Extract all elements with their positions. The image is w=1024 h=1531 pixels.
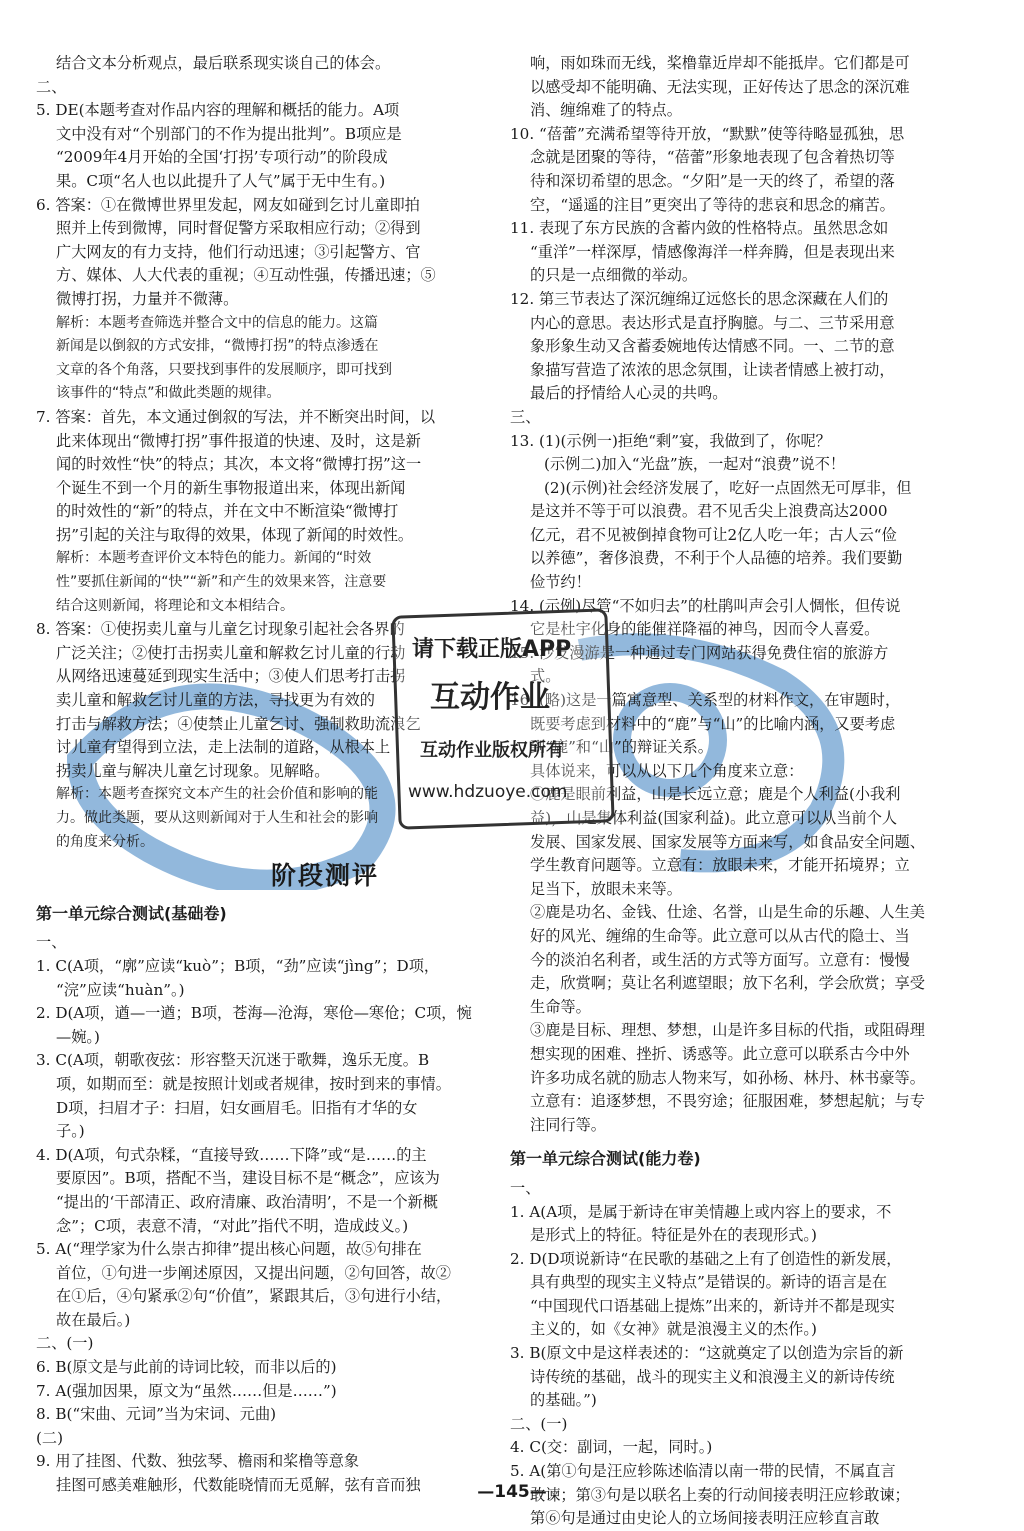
text-line: 敢谏；第③句是以联名上奏的行动间接表明汪应轸敢谏； (530, 1485, 910, 1504)
text-line: 9. 用了挂图、代数、独弦琴、檐雨和桨橹等意象 (36, 1452, 360, 1471)
text-line: 2. D(D项说新诗“在民歌的基础之上有了创造性的新发展， (510, 1249, 902, 1268)
u1-answer-q1 (36, 955, 494, 1002)
text-line: 果。C项“名人也以此提升了人气”属于无中生有。) (56, 171, 386, 190)
watermark-line: 互动作业版权所有 (420, 740, 564, 761)
text-line: 发展、国家发展、国家发展等方面来写，如食品安全问题、 (530, 832, 925, 851)
text-line: 挂图可感美难触形，代数能晓情而无觅解，弦有音而独 (56, 1476, 421, 1495)
text-line: 内心的意思。表达形式是直抒胸臆。与二、三节采用意 (530, 313, 895, 332)
text-line: 念就是团聚的等待，“蓓蕾”形象地表现了包含着热切等 (530, 148, 895, 167)
text-line: 广泛关注；②使打击拐卖儿童和解救乞讨儿童的行动 (56, 643, 406, 662)
text-line: 1. A(A项，是属于新诗在审美情趣上或内容上的要求，不 (510, 1202, 892, 1221)
text-line: 最后的抒情给人心灵的共鸣。 (530, 384, 728, 403)
section-label: 一、 (510, 1178, 541, 1197)
text-line: 足当下，放眼未来等。 (530, 879, 682, 898)
a-answer-q1 (510, 1201, 978, 1248)
text-line: 16. (略)这是一篇寓意型、关系型的材料作文，在审题时， (510, 691, 901, 710)
text-line: 象形象生动又含蓄委婉地传达情感不同。一、二节的意 (530, 337, 895, 356)
text-line: 微博打拐，力量并不微薄。 (56, 289, 239, 308)
text-line: 具体说来，可以从以下几个角度来立意： (530, 761, 804, 780)
section-label: 一、 (36, 933, 67, 952)
text-line: 打击与解救方法；④使禁止儿童乞讨、强制救助流浪乞 (56, 714, 421, 733)
text-line: 走，欣赏啊；莫让名利遮望眼；放下名利，学会欣赏；享受 (530, 974, 925, 993)
a-answer-q3 (510, 1342, 978, 1413)
text-line: “中国现代口语基础上提炼”出来的，新诗并不都是现实 (530, 1296, 895, 1315)
text-line: 4. D(A项，句式杂糅，“直接导致……下降”或“是……的主 (36, 1145, 427, 1164)
section-label: (二) (36, 1428, 64, 1447)
watermark-line: 请下载正版APP (412, 637, 572, 662)
text-line: 诗传统的基础，战斗的现实主义和浪漫主义的新诗传统 (530, 1367, 895, 1386)
text-line: 15. 沙发漫游是一种通过专门网站获得免费住宿的旅游方 (510, 643, 889, 662)
text-line: 12. 第三节表达了深沉缠绵辽远悠长的思念深藏在人们的 (510, 289, 889, 308)
text-line: 的只是一点细微的举动。 (530, 266, 698, 285)
text-line: 益)，山是集体利益(国家利益)。此立意可以从当前个人 (530, 809, 898, 827)
explanation-line: 的角度来分析。 (56, 833, 154, 850)
text-line: 1. C(A项，“廓”应读“kuò”；B项，“劲”应读“jìng”；D项， (36, 956, 440, 975)
text-line: 5. DE(本题考查对作品内容的理解和概括的能力。A项 (36, 101, 400, 120)
explanation-line: 结合这则新闻，将理论和文本相结合。 (56, 597, 294, 614)
text-line: “2009年4月开始的全国‘打拐’专项行动”的阶段成 (56, 148, 388, 167)
u1-answer-q4 (36, 1144, 494, 1238)
text-line: 项，如期而至：就是按照计划或者规律，按时到来的事情。 (56, 1074, 451, 1093)
text-line: 学生教育问题等。立意有：放眼未来，才能开拓境界；立 (530, 856, 910, 875)
text-line: 在①后，④句紧承②句“价值”，紧跟其后，③句进行小结， (56, 1287, 452, 1306)
text-line: 首位，①句进一步阐述原因，又提出问题，②句回答，故② (56, 1263, 451, 1282)
text-line: 既要考虑到材料中的“鹿”与“山”的比喻内涵，又要考虑 (530, 714, 896, 733)
text-line: 7. 答案：首先，本文通过倒叙的写法，并不断突出时间，以 (36, 407, 436, 426)
explanation-line: 新闻是以倒叙的方式安排，“微博打拐”的特点渗透在 (56, 338, 379, 355)
text-line: 结合文本分析观点，最后联系现实谈自己的体会。 (56, 54, 391, 72)
watermark-line: 互动作业 (430, 680, 550, 715)
answer-q11 (510, 217, 978, 288)
explanation-line: 解析：本题考查评价文本特色的能力。新闻的“时效 (56, 550, 372, 567)
text-line: 以养德”，奢侈浪费，不利于个人品德的培养。我们要勤 (530, 549, 903, 568)
text-line: 生命等。 (530, 997, 591, 1016)
text-line: 待和深切希望的思念。“夕阳”是一天的终了，希望的落 (530, 171, 895, 190)
text-line: 个诞生不到一个月的新生事物报道出来，体现出新闻 (56, 478, 406, 497)
stage-assessment-title: 阶段测评 (270, 861, 379, 891)
unit1-basic-title: 第一单元综合测试(基础卷) (36, 903, 227, 923)
text-line: 11. 表现了东方民族的含蓄内敛的性格特点。虽然思念如 (510, 219, 889, 238)
explanation-line: 文章的各个角落，只要找到事件的发展顺序，即可找到 (56, 361, 392, 378)
text-line: 广大网友的有力支持，他们行动迅速；③引起警方、官 (56, 242, 421, 261)
text-line: “提出的‘干部清正、政府清廉、政治清明’，不是一个新概 (56, 1192, 438, 1211)
text-line: 式。 (530, 667, 561, 686)
text-line: D项，扫眉才子：扫眉，妇女画眉毛。旧指有才华的女 (56, 1098, 418, 1117)
section-label: 二、(一) (36, 1334, 94, 1353)
u1-answer-q8: 8. B(“宋曲、元词”当为宋词、元曲) (36, 1405, 277, 1424)
text-line: 注同行等。 (530, 1115, 606, 1134)
text-line: 子。) (56, 1122, 85, 1141)
u1-answer-q2 (36, 1002, 494, 1049)
section-label: 二、(一) (510, 1414, 568, 1433)
text-line: 照并上传到微博，同时督促警方采取相应行动；②得到 (56, 219, 421, 238)
text-line: 象描写营造了浓浓的思念氛围，让读者情感上被打动， (530, 360, 895, 379)
answer-q6 (36, 194, 494, 406)
text-line: ①鹿是眼前利益，山是长远立意；鹿是个人利益(小我利 (530, 785, 901, 804)
text-line: 今的淡泊名利者，或生活的方式等方面写。立意有：慢慢 (530, 950, 910, 969)
text-line: 要原因”。B项，搭配不当，建设目标不是“概念”，应该为 (56, 1169, 440, 1188)
text-line: (示例二)加入“光盘”族，一起对“浪费”说不！ (544, 455, 846, 474)
section-label: 二、 (36, 77, 67, 96)
text-line: 许多功成名就的励志人物来写，如孙杨、林丹、林书豪等。 (530, 1068, 925, 1087)
text-line: 从网络迅速蔓延到现实生活中；③使人们思考打击拐 (56, 667, 406, 686)
answer-q12 (510, 288, 978, 406)
text-line: 故在最后。) (56, 1310, 131, 1329)
text-line: 8. 答案：①使拐卖儿童与儿童乞讨现象引起社会各界的 (36, 620, 405, 639)
explanation-line: 力。做此类题，要从这则新闻对于人生和社会的影响 (56, 810, 378, 826)
a-answer-q2 (510, 1248, 978, 1342)
answer-q13 (510, 430, 978, 595)
text-line: 10. “蓓蕾”充满希望等待开放，“默默”使等待略显孤独，思 (510, 124, 905, 143)
text-line: 想实现的困难、挫折、诱惑等。此立意可以联系古今中外 (530, 1044, 910, 1063)
text-line: (2)(示例)社会经济发展了，吃好一点固然无可厚非，但 (544, 478, 912, 497)
text-line: 以感受却不能明确、无法实现，正好传达了思念的深沉难 (530, 77, 910, 96)
text-line: 5. A(“理学家为什么崇古抑律”提出核心问题，故⑤句排在 (36, 1240, 422, 1259)
text-line: 方、媒体、人大代表的重视；④互动性强，传播迅速；⑤ (56, 266, 436, 285)
unit1-ability-title: 第一单元综合测试(能力卷) (510, 1149, 701, 1169)
text-line: 亿元，君不见被倒掉食物可让2亿人吃一年；古人云“俭 (530, 525, 897, 544)
text-line: 是这并不等于可以浪费。君不见舌尖上浪费高达2000 (530, 502, 888, 521)
continued-text (510, 52, 978, 123)
u1-answer-q7: 7. A(强加因果，原文为“虽然……但是……”) (36, 1381, 337, 1400)
watermark-url: www.hdzuoye.com (408, 782, 568, 802)
text-line: 好的风光、缠绵的生命等。此立意可以从古代的隐士、当 (530, 926, 910, 945)
text-line: 此来体现出“微博打拐”事件报道的快速、及时，这是新 (56, 431, 421, 450)
text-line: 第⑥句是通过由史论人的立场间接表明汪应轸直言敢 (530, 1509, 880, 1528)
text-line: 3. B(原文中是这样表述的：“这就奠定了以创造为宗旨的新 (510, 1344, 904, 1363)
explanation-line: 解析：本题考查筛选并整合文中的信息的能力。这篇 (56, 314, 378, 331)
text-line: 俭节约！ (530, 573, 591, 592)
text-line: 空，“遥遥的注目”更突出了等待的悲哀和思念的痛苦。 (530, 195, 895, 214)
answer-q10 (510, 123, 978, 217)
text-line: 念”；C项，表意不清，“对此”指代不明，造成歧义。) (56, 1216, 409, 1235)
text-line: 6. 答案：①在微博世界里发起，网友如碰到乞讨儿童即拍 (36, 195, 420, 214)
text-line: 卖儿童和解救乞讨儿童的方法，寻找更为有效的 (56, 691, 375, 710)
text-line: 它是杜宇化身的能催祥降福的神鸟，因而令人喜爱。 (530, 620, 880, 639)
text-line: 3. C(A项，朝歌夜弦：形容整天沉迷于歌舞，逸乐无度。B (36, 1051, 430, 1070)
u1-answer-q5 (36, 1238, 494, 1332)
text-line: 讨儿童有望得到立法，走上法制的道路，从根本上 (56, 738, 391, 757)
u1-answer-q6: 6. B(原文是与此前的诗词比较，而非以后的) (36, 1358, 337, 1377)
text-line: 立意有：追逐梦想，不畏穷途；征服困难，梦想起航；与专 (530, 1092, 925, 1111)
text-line: 13. (1)(示例一)拒绝“剩”宴，我做到了，你呢？ (510, 431, 831, 450)
text-line: “浣”应读“huàn”。) (56, 980, 185, 999)
text-line: 的时效性的“新”的特点，并在文中不断渲染“微博打 (56, 502, 399, 521)
text-line: 14. (示例)尽管“不如归去”的杜鹃叫声会引人惆怅，但传说 (510, 596, 901, 615)
text-line: ②鹿是功名、金钱、仕途、名誉，山是生命的乐趣、人生美 (530, 903, 925, 922)
text-line: 拐”引起的关注与取得的效果，体现了新闻的时效性。 (56, 525, 414, 544)
explanation-line: 性”要抓住新闻的“快”“新”和产生的效果来答，注意要 (56, 574, 387, 591)
text-line: 2. D(A项，遒—一遒；B项，苍海—沧海，寒伧—寒伧；C项，惋 (36, 1004, 472, 1023)
text-line: 是形式上的特征。特征是外在的表现形式。) (530, 1226, 817, 1245)
text-line: 文中没有对“个别部门的不作为提出批判”。B项应是 (56, 124, 402, 143)
text-line: 闻的时效性“快”的特点；其次，本文将“微博打拐”这一 (56, 455, 422, 474)
a-answer-q4: 4. C(交：副词，一起，同时。) (510, 1438, 713, 1457)
u1-answer-q3 (36, 1049, 494, 1143)
page-number: —145— (477, 1482, 547, 1502)
text-line: 拐卖儿童与解决儿童乞讨现象。见解略。 (56, 761, 330, 780)
explanation-line: 解析：本题考查探究文本产生的社会价值和影响的能 (56, 786, 378, 803)
explanation-line: 该事件的“特点”和做此类题的规律。 (56, 385, 281, 402)
text-line: —婉。) (56, 1027, 100, 1046)
text-line: 5. A(第①句是汪应轸陈述临清以南一带的民情，不属直言 (510, 1462, 896, 1481)
text-line: 响，雨如珠而无线，桨橹靠近岸却不能抵岸。它们都是可 (530, 54, 910, 72)
section-label: 三、 (510, 407, 541, 426)
answer-q7 (36, 406, 494, 618)
text-line: 主义的，如《女神》就是浪漫主义的杰作。) (530, 1320, 817, 1339)
text-line: ③鹿是目标、理想、梦想，山是许多目标的代指，或阻碍理 (530, 1021, 925, 1040)
text-line: “重洋”一样深厚，情感像海洋一样奔腾，但是表现出来 (530, 242, 895, 261)
text-line: 的基础。”) (530, 1391, 597, 1410)
text-line: 消、缠绵难了的特点。 (530, 101, 682, 120)
text-line: 到“鹿”和“山”的辩证关系。 (530, 738, 713, 757)
text-line: 具有典型的现实主义特点”是错误的。新诗的语言是在 (530, 1273, 888, 1292)
answer-q5 (36, 99, 494, 193)
